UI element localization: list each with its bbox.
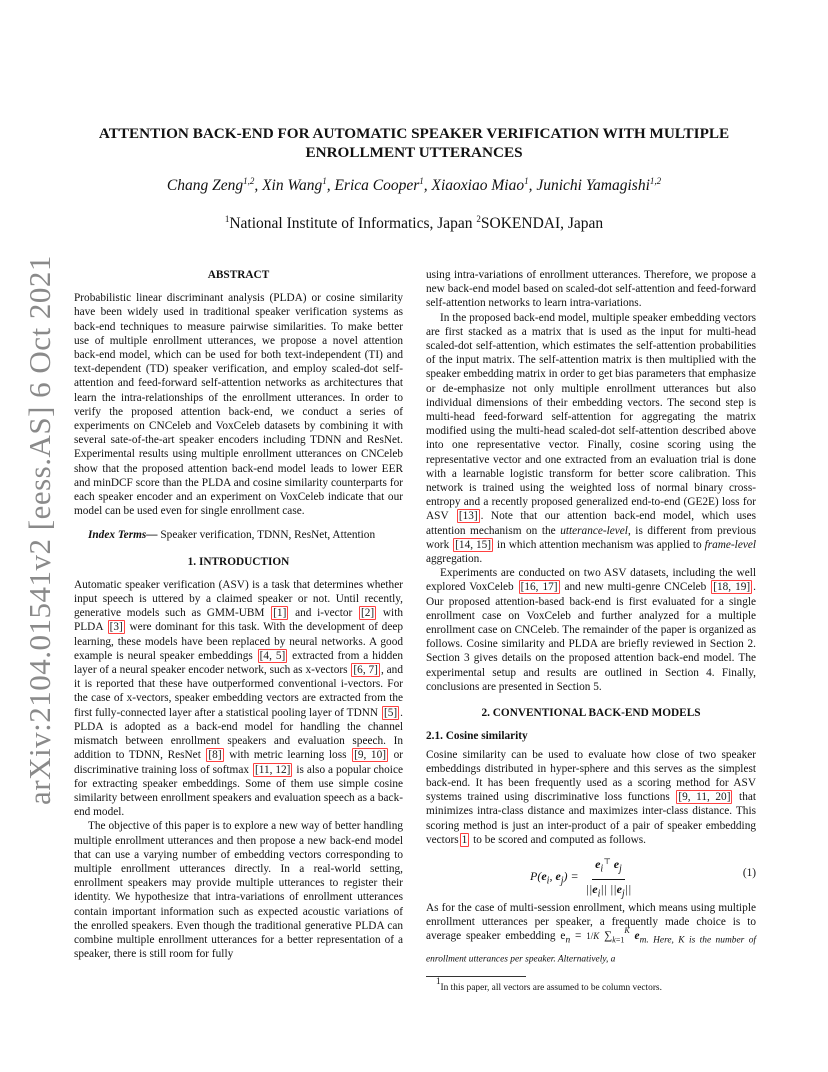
citation-link[interactable]: [2] xyxy=(360,607,375,620)
citation-link[interactable]: [9, 11, 20] xyxy=(678,791,731,804)
citation-link[interactable]: [1] xyxy=(273,607,287,620)
section-2-paragraph-2-text: As for the case of multi-session enrollment, which means using multiple enrollment utterances per speaker, a frequently made choice is to average speaker embedding e xyxy=(426,901,756,943)
equation-lhs: $P(e_i$, $e_j$) = xyxy=(530,869,579,887)
section-2-paragraph-1: Cosine similarity can be used to evaluate how close of two speaker embeddings distributed in hyper-sphere and this serves as the simplest back-end. It has been frequently used as a scoring method for ASV systems trained using discriminative loss functions [9, 11, 20] that minimizes intra-class distance and maximizes inter-class distance. This scoring method is just an inter-product of a pair of speaker embedding vectors 1 to be scored and computed as follows. xyxy=(426,748,756,846)
affiliations xyxy=(74,215,754,233)
right-column xyxy=(426,268,756,994)
author-affiliation-mark: 1,2 xyxy=(243,176,255,186)
author-name: Xiaoxiao Miao xyxy=(431,177,525,194)
affil-2: SOKENDAI, Japan xyxy=(480,215,604,232)
intro-paragraph-1: Automatic speaker verification (ASV) is a task that determines whether input speech is uttered by a claimed speaker or not. Until recently, generative models such as GMM-UBM [1] and i-vector [2] with PLDA [3] were dominant for this task. With the development of deep learning, these models have been replaced by neural networks. A good example is neural speaker embeddings [4, 5] extracted from a hidden layer of a neural speaker encoder network, such as x-vectors [6, 7] , and it is reported that these have outperformed conventional i-vectors. For the case of x-vectors, speaker embedding vectors are extracted from the first fully-connected layer after a statistical pooling layer of TDNN [5] . PLDA is adopted as a back-end model for handling the channel mismatch between enrollment speakers and evaluation speech. In addition to TDNN, ResNet [8] with metric learning loss [9, 10] or discriminative training loss of softmax [11, 12] is also a popular choice for extracting speaker embeddings. Some of them use simple cosine similarity between enrollment speakers and evaluation speech as a back-end model. xyxy=(74,578,403,819)
equation-1 xyxy=(426,853,756,899)
author-affiliation-mark: 1,2 xyxy=(649,176,662,186)
author-name: Chang Zeng xyxy=(166,177,244,194)
index-terms-label: Index Terms— xyxy=(88,529,158,542)
index-terms xyxy=(74,528,403,542)
equation-fraction: $\frac{e_i^⊤ e_j}{||e_i|| ||e_j||}$ xyxy=(585,856,632,899)
citation-link[interactable]: [5] xyxy=(383,706,398,719)
citation-link[interactable]: [14, 15] xyxy=(455,538,492,551)
citation-link[interactable]: [16, 17] xyxy=(520,581,558,594)
author-name: Erica Cooper xyxy=(334,177,420,194)
subsection-2-1-heading: 2.1. Cosine similarity xyxy=(426,730,528,743)
intro-heading: 1. INTRODUCTION xyxy=(187,555,290,568)
intro-paragraph-5: Experiments are conducted on two ASV datasets, including the well explored VoxCeleb [16, 17] and new multi-genre CNCeleb [18, 19] . Our proposed attention-based back-end is first evaluated for a single enrollment case on VoxCeleb and further analyzed for a multiple enrollment case on CNCeleb. The remainder of the paper is organized as follows. Cosine similarity and PLDA are briefly reviewed in Section 2. Section 3 gives details on the proposed attention back-end model. The experimental setup and results are outlined in Section 4. Finally, conclusions are presented in Section 5. xyxy=(426,567,756,693)
citation-link[interactable]: [3] xyxy=(109,621,123,634)
author-name: Junichi Yamagishi xyxy=(536,177,650,194)
author-affiliation-mark: 1 xyxy=(524,176,529,186)
affil-1: National Institute of Informatics, Japan xyxy=(229,215,477,232)
section-2-paragraph-2: As for the case of multi-session enrollment, which means using multiple enrollment utterances per speaker, a frequently made choice is to average speaker embedding $e_n = 1/K$ $\sum_{k=1}^K$ $e_{m. Here, K is the number of enrollment utterances per speaker. Alternatively, a}$ xyxy=(426,901,757,965)
emphasis-text: utterance-level xyxy=(560,524,628,537)
abstract-heading: ABSTRACT xyxy=(207,269,270,281)
citation-link[interactable]: [6, 7] xyxy=(353,664,378,677)
index-terms-text: Speaker verification, TDNN, ResNet, Attention xyxy=(157,529,376,542)
footnote-rule xyxy=(426,976,526,977)
affil-sup-2: 2 xyxy=(476,214,481,224)
citation-link[interactable]: 1 xyxy=(461,833,468,846)
equation-body xyxy=(530,857,634,901)
abstract-text: Probabilistic linear discriminant analysis (PLDA) or cosine similarity have been widely used in traditional speaker verification systems as back-end techniques to measure pairwise similarities. To make better use of multiple enrollment utterances, we propose a novel attention back-end model, which can be used for both text-independent (TI) and text-dependent (TD) speaker verification, and employ scaled-dot self-attention and feed-forward self-attention networks as architectures that learn the intra-relationships of the enrollment utterances. In order to verify the proposed attention back-end, we conduct a series of experiments on CNCeleb and VoxCeleb datasets by combining it with several sate-of-the-art speaker encoders including TDNN and ResNet. Experimental results using multiple enrollment utterances on CNCeleb show that the proposed attention back-end model leads to lower EER and minDCF score than the PLDA and cosine similarity counterparts for each speaker encoder and an experiment on VoxCeleb indicate that our model can be used even for single enrollment case. xyxy=(74,292,403,518)
intro-paragraph-3: using intra-variations of enrollment utterances. Therefore, we propose a new back-end model based on scaled-dot self-attention and feed-forward self-attention networks to learn intra-variations. xyxy=(426,269,756,310)
emphasis-text: frame-level xyxy=(704,538,756,551)
citation-link[interactable]: [8] xyxy=(208,749,222,762)
citation-link[interactable]: [9, 10] xyxy=(354,749,386,762)
citation-link[interactable]: [4, 5] xyxy=(259,649,286,662)
section-2-heading: 2. CONVENTIONAL BACK-END MODELS xyxy=(481,707,701,720)
author-affiliation-mark: 1 xyxy=(322,176,327,186)
footnote xyxy=(426,976,756,994)
citation-link[interactable]: [11, 12] xyxy=(254,763,291,776)
footnote-mark: 1 xyxy=(436,976,441,987)
intro-paragraph-4: In the proposed back-end model, multiple speaker embedding vectors are first stacked as a matrix that is used as the input for multi-head scaled-dot self-attention, which estimates the self-attention probabilities of the input matrix. The self-attention matrix is then multiplied with the speaker embedding matrix in order to get bias parameters that emphasize or de-emphasize not only multiple enrollment utterances but also individual dimensions of their embedding vectors. The second step is multi-head feed-forward self-attention for aggregating the matrix modified using the multi-head scaled-dot self-attention described above into one representative vector. Finally, cosine scoring using the representative vector and one extracted from an evaluation trial is done with a learnable logistic transform for better score calibration. This network is trained using the weighted loss of normal binary cross-entropy and a recently proposed generalized end-to-end (GE2E) loss for ASV [13] . Note that our attention back-end model, which uses attention mechanism on the utterance-level, is different from previous work [14, 15] in which attention mechanism was applied to frame-level aggregation. xyxy=(426,311,756,566)
left-column xyxy=(74,268,403,961)
citation-link[interactable]: [13] xyxy=(458,510,478,523)
footnote-text: In this paper, all vectors are assumed to be column vectors. xyxy=(440,983,662,994)
author-list: Chang Zeng$^{1,2}$, Xin Wang$^1$, Erica Cooper$^1$, Xiaoxiao Miao$^1$, Junichi Yamagishi$^{1,2}$ xyxy=(166,176,662,194)
affil-sup-1: 1 xyxy=(224,214,230,224)
equation-number: (1) xyxy=(742,866,756,879)
arxiv-sidebar xyxy=(14,255,66,805)
paper-title: ATTENTION BACK-END FOR AUTOMATIC SPEAKER VERIFICATION WITH MULTIPLE ENROLLMENT UTTERANCES xyxy=(98,125,730,161)
section-2-paragraph-2-tail: m. Here, K is the number of enrollment utterances per speaker. Alternatively, a xyxy=(426,935,757,965)
citation-link[interactable]: [18, 19] xyxy=(713,581,751,594)
intro-paragraph-2: The objective of this paper is to explore a new way of better handling multiple enrollment utterances and then propose a new back-end model that can use a varying number of embedding vectors corresponding to multiple enrollment utterances directly. In a real-world setting, enrollment speakers may provide multiple utterances to register their identity. We hypothesize that intra-variations of enrollment utterances contain important information such as expected acoustic variations of the enrolled speakers. Even though the traditional generative PLDA can combine multiple enrollment utterances for a better representation of a speaker, there is still room for fully xyxy=(74,820,403,961)
author-name: Xin Wang xyxy=(262,177,323,194)
author-affiliation-mark: 1 xyxy=(419,176,424,186)
arxiv-identifier: arXiv:2104.01541v2 [eess.AS] 6 Oct 2021 xyxy=(22,255,57,805)
